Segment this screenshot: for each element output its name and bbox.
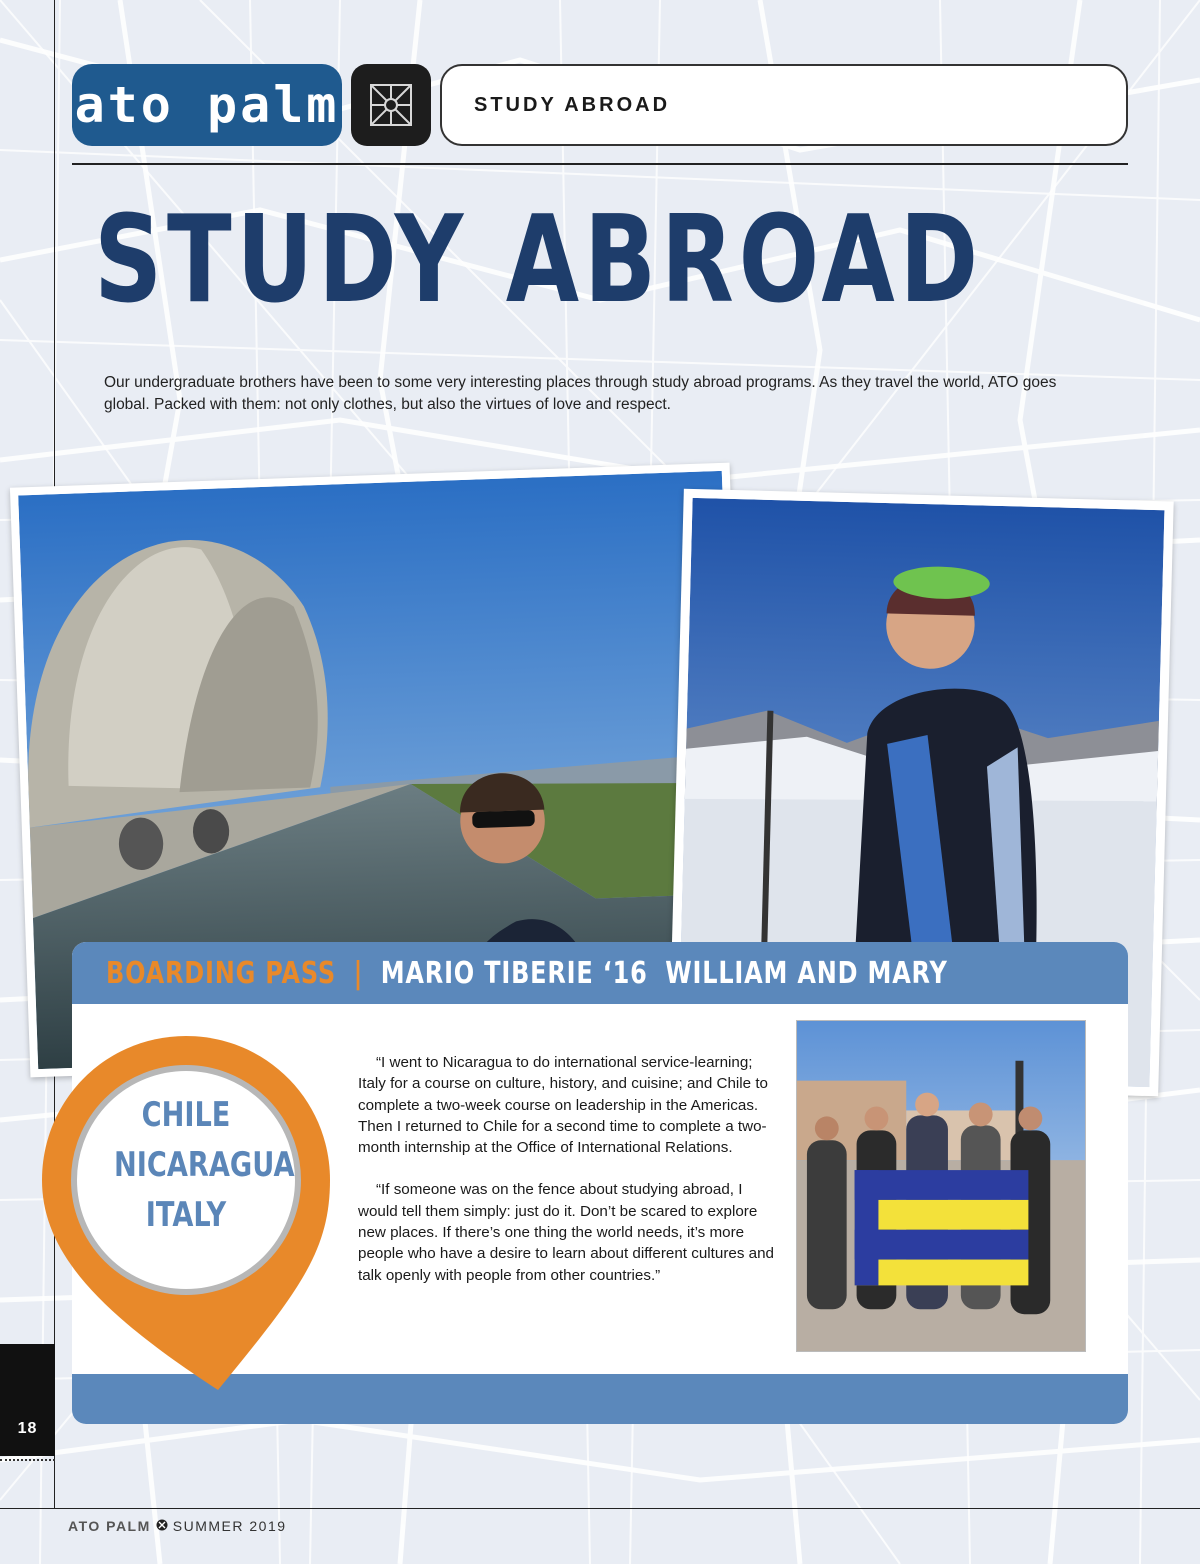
destination-item: CHILE: [141, 1095, 231, 1135]
section-label: STUDY ABROAD: [474, 93, 671, 116]
photo-group-with-flag: [796, 1020, 1086, 1352]
student-name: MARIO TIBERIE ‘16: [380, 955, 648, 991]
page-title: STUDY ABROAD: [94, 191, 983, 330]
boarding-pass-label: BOARDING PASS: [106, 955, 336, 991]
flag: [855, 1170, 1029, 1285]
student-quote: [358, 1052, 778, 1307]
boarding-pass-title: [106, 956, 948, 991]
student-school: WILLIAM AND MARY: [665, 955, 948, 991]
intro-paragraph: Our undergraduate brothers have been to some very interesting places through study abroad programs. As they travel the world, ATO goes global. Packed with them: not only clothes, but also the virtues of love and respect.: [104, 374, 1057, 413]
quote-paragraph-1: “I went to Nicaragua to do international service-learning; Italy for a course on culture, history, and cuisine; and Chile to complete a two-week course on leadership in the Americas. Then I returned to Chile for a second time to complete a two-month internship at the Office of International Relations.: [358, 1054, 768, 1157]
header-rule: [72, 163, 1128, 165]
section-header: [440, 64, 1128, 146]
cross-bullet-icon: [156, 1518, 168, 1534]
quote-paragraph-2: “If someone was on the fence about studying abroad, I would tell them simply: just do it. Don’t be scared to explore new places. If there’s one thing the world needs, it’s more people who have a desire to learn about different cultures and talk openly with people from other countries.”: [358, 1181, 774, 1284]
boarding-pass-header: [72, 942, 1128, 1004]
cross-emblem-icon: [351, 64, 431, 146]
destination-list: [96, 1090, 295, 1240]
footer-issue: SUMMER 2019: [172, 1518, 287, 1534]
brand-wordmark: ato palm: [74, 76, 340, 134]
page-tab-dots: [0, 1459, 55, 1461]
page-number-tab: [0, 1344, 55, 1456]
destination-item: ITALY: [145, 1195, 227, 1235]
boarding-pass-separator: |: [353, 955, 364, 991]
page-number: 18: [17, 1420, 38, 1437]
footer-brand: ATO PALM: [68, 1518, 151, 1534]
footer-rule: [0, 1508, 1200, 1509]
ato-palm-logo: [72, 64, 342, 146]
destination-item: NICARAGUA: [114, 1145, 295, 1185]
page-footer: [68, 1518, 287, 1534]
